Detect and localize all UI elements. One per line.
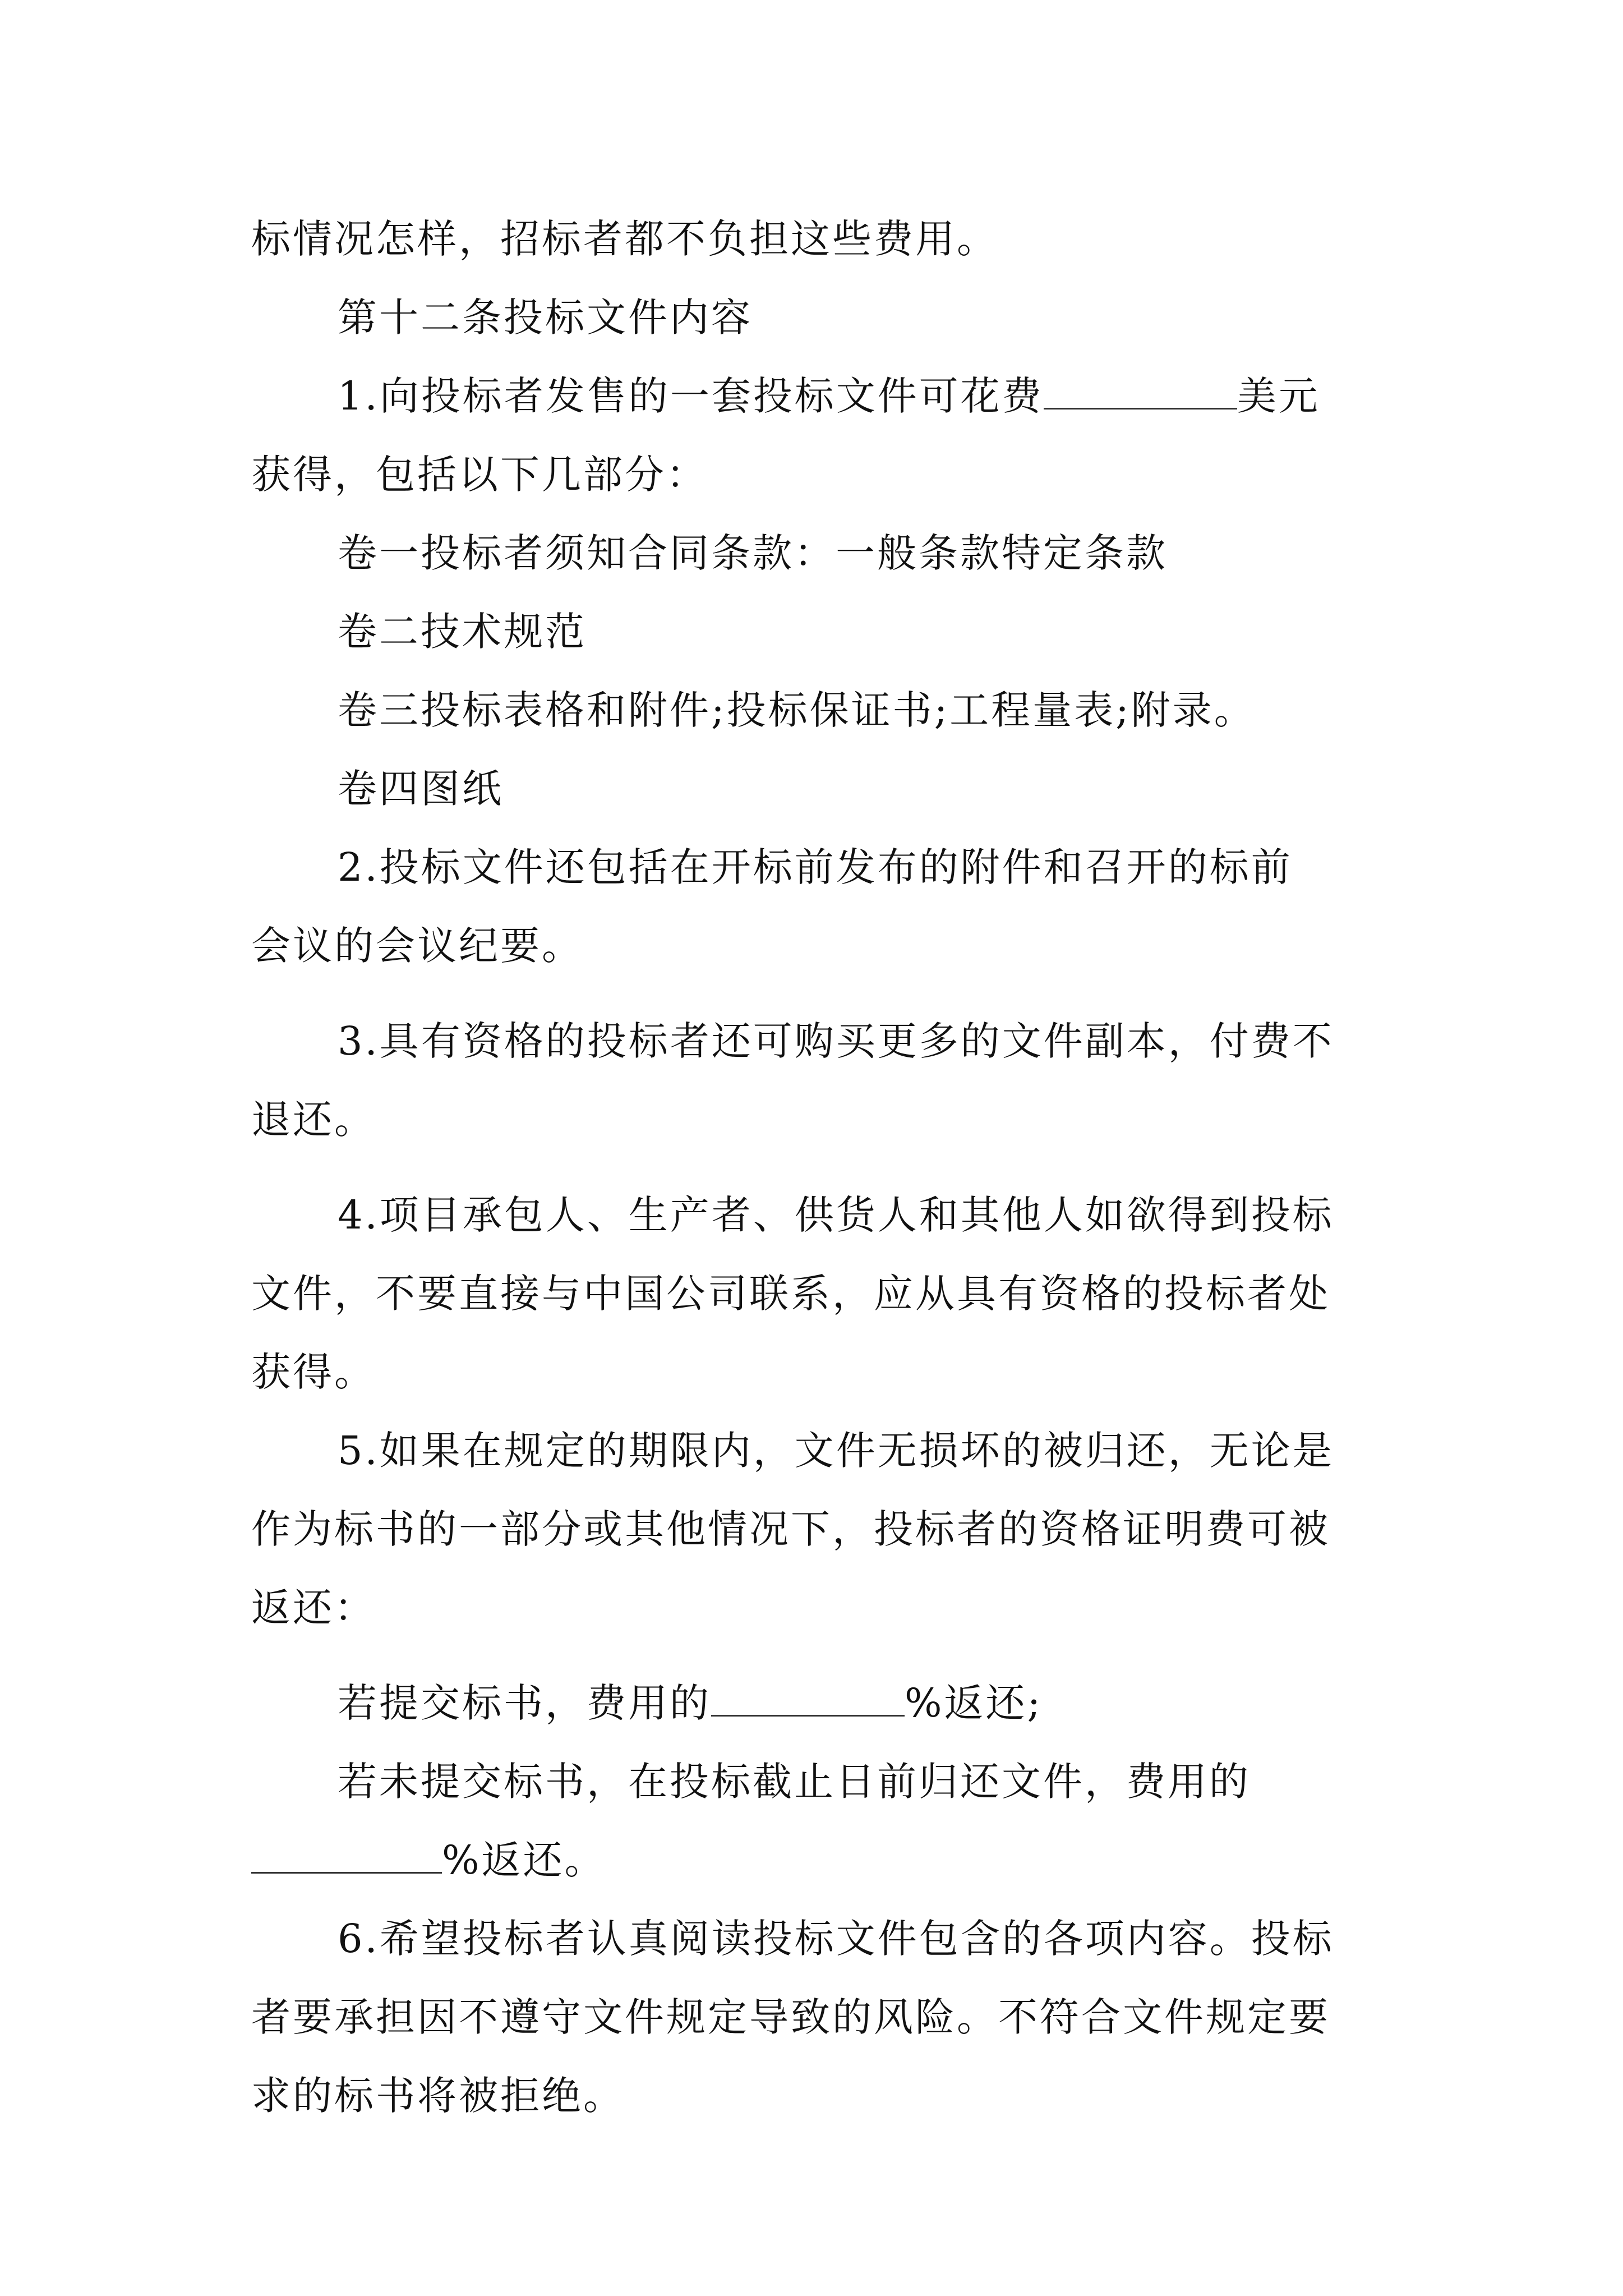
text-segment: %返还; [905,1680,1043,1726]
text-line [338,1664,1390,1742]
fill-in-blank [1044,376,1237,409]
text-line: 5.如果在规定的期限内，文件无损坏的被归还，无论是 [338,1428,1334,1474]
text-line: 3.具有资格的投标者还可购买更多的文件副本，付费不 [338,1018,1334,1064]
text-segment: 美元 [1237,373,1320,419]
text-line: 6.希望投标者认真阅读投标文件包含的各项内容。投标 [338,1916,1334,1962]
text-line: 获得。 [251,1349,376,1395]
text-line: 卷三投标表格和附件;投标保证书;工程量表;附录。 [338,687,1256,733]
text-line: 返还： [251,1585,376,1631]
fill-in-blank [711,1683,905,1717]
text-line: 者要承担因不遵守文件规定导致的风险。不符合文件规定要 [251,1994,1330,2040]
text-line: 2.投标文件还包括在开标前发布的附件和召开的标前 [338,844,1293,890]
text-line: 文件，不要直接与中国公司联系，应从具有资格的投标者处 [251,1271,1330,1317]
text-line: 退还。 [251,1097,376,1143]
fill-in-blank [251,1841,442,1874]
text-line: 作为标书的一部分或其他情况下，投标者的资格证明费可被 [251,1506,1330,1552]
text-line: 求的标书将被拒绝。 [251,2073,625,2119]
text-line: 会议的会议纪要。 [251,923,583,969]
text-line: 获得，包括以下几部分： [251,452,708,498]
text-segment: 若提交标书，费用的 [338,1680,711,1726]
section-heading: 第十二条投标文件内容 [338,295,753,341]
text-line: 若未提交标书，在投标截止日前归还文件，费用的 [338,1759,1251,1805]
text-line: 4.项目承包人、生产者、供货人和其他人如欲得到投标 [338,1192,1334,1238]
text-line: 卷一投标者须知合同条款：一般条款特定条款 [338,530,1168,576]
text-line: 卷二技术规范 [338,609,587,655]
text-line [251,1821,1390,1899]
text-segment: %返还。 [442,1837,606,1883]
text-line [338,357,1390,435]
text-segment: 1.向投标者发售的一套投标文件可花费 [338,373,1044,419]
text-line: 卷四图纸 [338,766,504,812]
text-line: 标情况怎样，招标者都不负担这些费用。 [251,216,998,262]
